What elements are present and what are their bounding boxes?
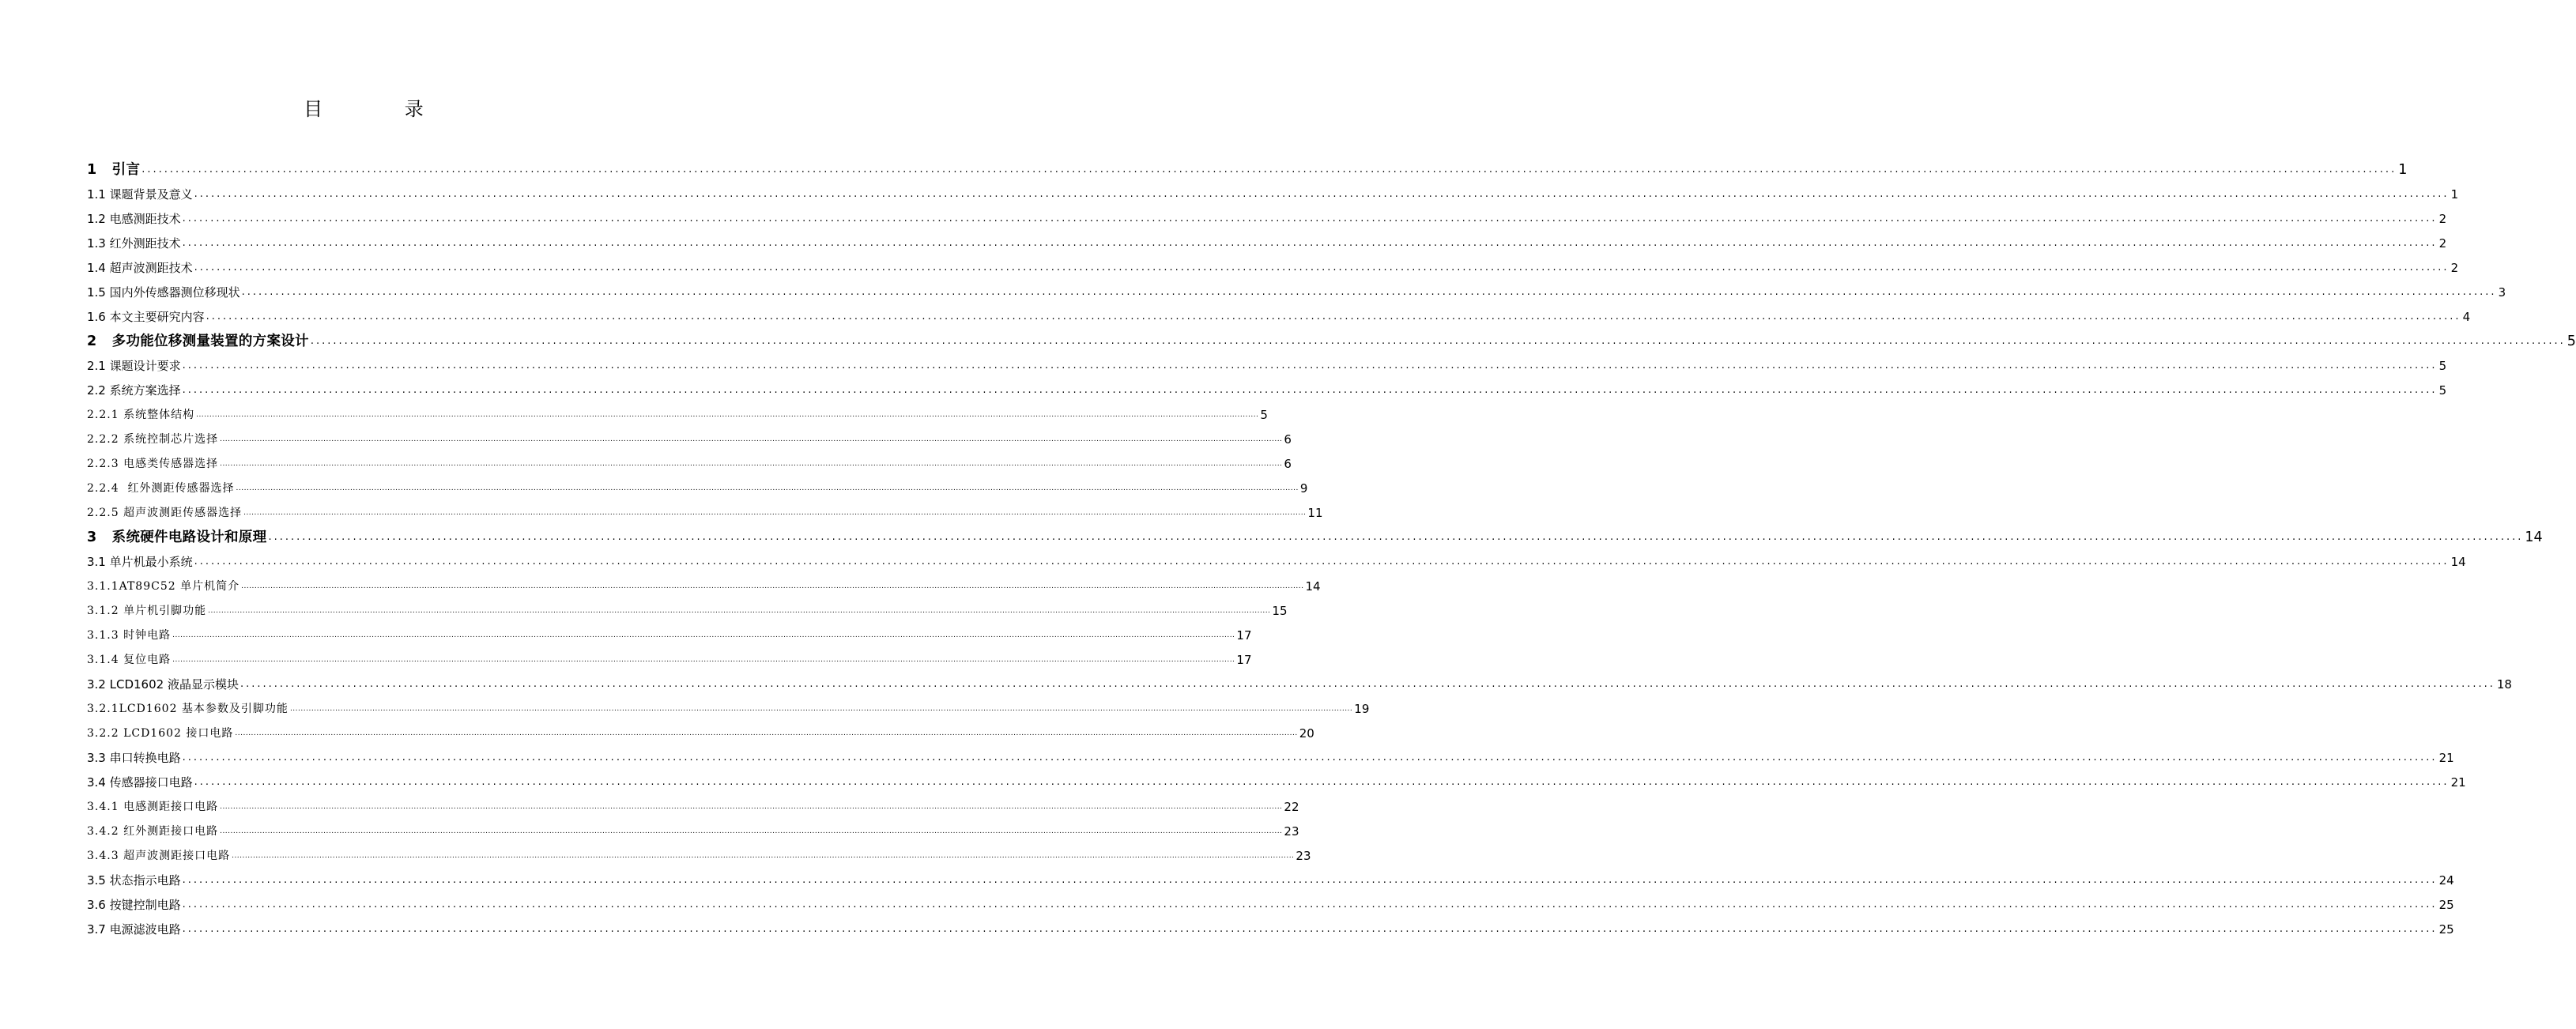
toc-dot-leader: ................................................................................................................................................................................................................................................................................................................................................................................................................ [235,729,1298,737]
toc-dot-leader: ................................................................................................................................................................................................................................................................................................................................................................................................................ [220,803,1283,811]
toc-dot-leader: ................................................................................................................................................................................................................................................................................................................................................................................................................ [194,188,2450,200]
toc-page-number: 23 [1296,849,1311,863]
toc-page-number: 25 [2438,922,2454,937]
toc-entry-label: 3.1.3 时钟电路 [87,629,172,642]
toc-entry-label: 2.2.2 系统控制芯片选择 [87,433,219,446]
toc-entry-label: 1.2 电感测距技术 [87,212,181,226]
toc-dot-leader: ................................................................................................................................................................................................................................................................................................................................................................................................................ [182,752,2438,763]
toc-entry[interactable] [87,423,1292,447]
toc-entry-label: 3.3 串口转换电路 [87,751,181,765]
toc-dot-leader: ................................................................................................................................................................................................................................................................................................................................................................................................................ [241,286,2497,298]
toc-page-number: 22 [1284,800,1299,814]
toc-page-number: 2 [2438,236,2447,251]
toc-page-number: 17 [1236,653,1252,667]
toc-page-number: 25 [2438,898,2454,912]
toc-entry-label: 3.4.3 超声波测距接口电路 [87,850,231,862]
toc-entry[interactable] [87,300,2471,325]
toc-entry[interactable] [87,472,1308,496]
toc-page-number: 5 [2438,383,2447,398]
toc-entry-label: 3.1.1AT89C52 单片机简介 [87,580,240,593]
toc-entry[interactable] [87,447,1292,472]
toc-dot-leader: ................................................................................................................................................................................................................................................................................................................................................................................................................ [196,411,1259,419]
toc-entry-label: 3 系统硬件电路设计和原理 [87,530,267,545]
toc-entry-label: 3.4.1 电感测距接口电路 [87,801,219,813]
toc-dot-leader: ................................................................................................................................................................................................................................................................................................................................................................................................................ [243,509,1307,517]
toc-entry[interactable] [87,178,2459,202]
toc-dot-leader: ................................................................................................................................................................................................................................................................................................................................................................................................................ [208,607,1271,615]
toc-entry[interactable] [87,668,2512,692]
toc-page-number: 14 [2450,555,2466,569]
toc-page-number: 14 [2525,530,2543,545]
toc-entry[interactable] [87,839,1311,864]
toc-page-number: 6 [1284,432,1292,447]
toc-dot-leader: ................................................................................................................................................................................................................................................................................................................................................................................................................ [182,384,2438,396]
toc-page-number: 5 [2567,334,2576,349]
toc-entry-label: 3.6 按键控制电路 [87,898,181,912]
toc-entry[interactable] [87,619,1252,643]
toc-dot-leader: ................................................................................................................................................................................................................................................................................................................................................................................................................ [194,776,2450,788]
toc-page-number: 2 [2438,212,2447,226]
toc-dot-leader: ................................................................................................................................................................................................................................................................................................................................................................................................................ [182,213,2438,224]
toc-page-number: 14 [1305,579,1321,594]
toc-dot-leader: ................................................................................................................................................................................................................................................................................................................................................................................................................ [182,237,2438,249]
toc-entry-label: 1.4 超声波测距技术 [87,261,193,275]
toc-entry[interactable] [87,496,1323,521]
toc-entry-label: 3.5 状态指示电路 [87,873,181,888]
toc-dot-leader: ................................................................................................................................................................................................................................................................................................................................................................................................................ [141,164,2397,175]
toc-entry[interactable] [87,790,1299,815]
toc-page-number: 6 [1284,457,1292,471]
toc-dot-leader: ................................................................................................................................................................................................................................................................................................................................................................................................................ [232,852,1295,860]
toc-entry[interactable] [87,349,2447,374]
toc-entry-label: 1 引言 [87,162,141,178]
toc-entry-label: 1.1 课题背景及意义 [87,187,193,202]
toc-entry-label: 2.2.1 系统整体结构 [87,409,195,421]
toc-entry-label: 2.1 课题设计要求 [87,359,181,373]
toc-page-number: 19 [1354,702,1370,716]
toc-entry[interactable] [87,643,1252,668]
toc-entry[interactable] [87,325,2576,349]
toc-entry-label: 3.2 LCD1602 液晶显示模块 [87,677,239,692]
toc-page-number: 21 [2438,751,2454,765]
toc-entry[interactable] [87,251,2459,276]
toc-entry-label: 2.2.3 电感类传感器选择 [87,458,219,470]
toc-dot-leader: ................................................................................................................................................................................................................................................................................................................................................................................................................ [239,678,2495,690]
toc-entry-label: 2.2.4 红外测距传感器选择 [87,482,235,495]
toc-page-number: 17 [1236,628,1252,643]
toc-entry[interactable] [87,766,2466,790]
page-title: 目 录 [304,98,462,120]
toc-dot-leader: ................................................................................................................................................................................................................................................................................................................................................................................................................ [172,656,1235,664]
toc-entry[interactable] [87,864,2454,888]
toc-entry-label: 3.4 传感器接口电路 [87,775,193,790]
toc-page-number: 1 [2398,162,2408,178]
toc-entry-label: 2 多功能位移测量装置的方案设计 [87,334,309,349]
toc-entry[interactable] [87,741,2454,766]
toc-entry-label: 3.1.4 复位电路 [87,654,172,666]
toc-entry-label: 3.1.2 单片机引脚功能 [87,605,207,617]
toc-entry[interactable] [87,227,2447,251]
toc-entry-label: 3.1 单片机最小系统 [87,555,193,569]
toc-entry[interactable] [87,692,1370,717]
toc-entry[interactable] [87,815,1299,839]
toc-dot-leader: ................................................................................................................................................................................................................................................................................................................................................................................................................ [220,435,1283,443]
toc-dot-leader: ................................................................................................................................................................................................................................................................................................................................................................................................................ [220,827,1283,835]
toc-entry-label: 2.2 系统方案选择 [87,383,181,398]
toc-dot-leader: ................................................................................................................................................................................................................................................................................................................................................................................................................ [236,484,1299,492]
toc-page-number: 1 [2450,187,2459,202]
toc-page-number: 3 [2498,285,2506,300]
toc-dot-leader: ................................................................................................................................................................................................................................................................................................................................................................................................................ [268,531,2524,543]
toc-dot-leader: ................................................................................................................................................................................................................................................................................................................................................................................................................ [172,631,1235,639]
toc-dot-leader: ................................................................................................................................................................................................................................................................................................................................................................................................................ [194,556,2450,567]
toc-entry[interactable] [87,276,2506,300]
toc-page-number: 24 [2438,873,2454,888]
toc-entry[interactable] [87,888,2454,913]
toc-entry[interactable] [87,521,2543,545]
toc-dot-leader: ................................................................................................................................................................................................................................................................................................................................................................................................................ [241,582,1304,590]
toc-dot-leader: ................................................................................................................................................................................................................................................................................................................................................................................................................ [182,360,2438,371]
toc-entry[interactable] [87,570,1321,594]
toc-entry[interactable] [87,717,1314,741]
toc-page-number: 18 [2496,677,2512,692]
toc-page-number: 20 [1299,726,1314,741]
table-of-contents [87,153,2576,937]
toc-entry-label: 3.7 电源滤波电路 [87,922,181,937]
toc-entry-label: 1.3 红外测距技术 [87,236,181,251]
toc-entry[interactable] [87,153,2408,178]
toc-page-number: 11 [1307,506,1323,520]
toc-entry[interactable] [87,545,2466,570]
toc-page-number: 21 [2450,775,2466,790]
toc-entry[interactable] [87,913,2454,937]
toc-page-number: 5 [2438,359,2447,373]
toc-page-number: 2 [2450,261,2459,275]
toc-entry[interactable] [87,374,2447,398]
toc-entry-label: 3.2.2 LCD1602 接口电路 [87,727,234,740]
toc-dot-leader: ................................................................................................................................................................................................................................................................................................................................................................................................................ [206,311,2461,322]
toc-dot-leader: ................................................................................................................................................................................................................................................................................................................................................................................................................ [310,335,2566,347]
toc-dot-leader: ................................................................................................................................................................................................................................................................................................................................................................................................................ [182,923,2438,935]
toc-entry[interactable] [87,594,1288,619]
toc-dot-leader: ................................................................................................................................................................................................................................................................................................................................................................................................................ [194,262,2450,273]
toc-page-number: 23 [1284,824,1299,839]
toc-dot-leader: ................................................................................................................................................................................................................................................................................................................................................................................................................ [289,705,1353,713]
toc-entry-label: 1.6 本文主要研究内容 [87,310,205,324]
toc-page-number: 9 [1299,481,1308,496]
toc-entry-label: 3.4.2 红外测距接口电路 [87,825,219,838]
toc-dot-leader: ................................................................................................................................................................................................................................................................................................................................................................................................................ [220,460,1283,468]
toc-page-number: 4 [2462,310,2471,324]
toc-entry[interactable] [87,202,2447,227]
toc-entry-label: 1.5 国内外传感器测位移现状 [87,285,240,300]
toc-dot-leader: ................................................................................................................................................................................................................................................................................................................................................................................................................ [182,899,2438,910]
toc-page-number: 5 [1260,408,1268,422]
toc-entry[interactable] [87,398,1268,423]
toc-page-number: 15 [1272,604,1288,618]
toc-dot-leader: ................................................................................................................................................................................................................................................................................................................................................................................................................ [182,874,2438,886]
toc-entry-label: 3.2.1LCD1602 基本参数及引脚功能 [87,703,289,715]
toc-entry-label: 2.2.5 超声波测距传感器选择 [87,507,243,519]
